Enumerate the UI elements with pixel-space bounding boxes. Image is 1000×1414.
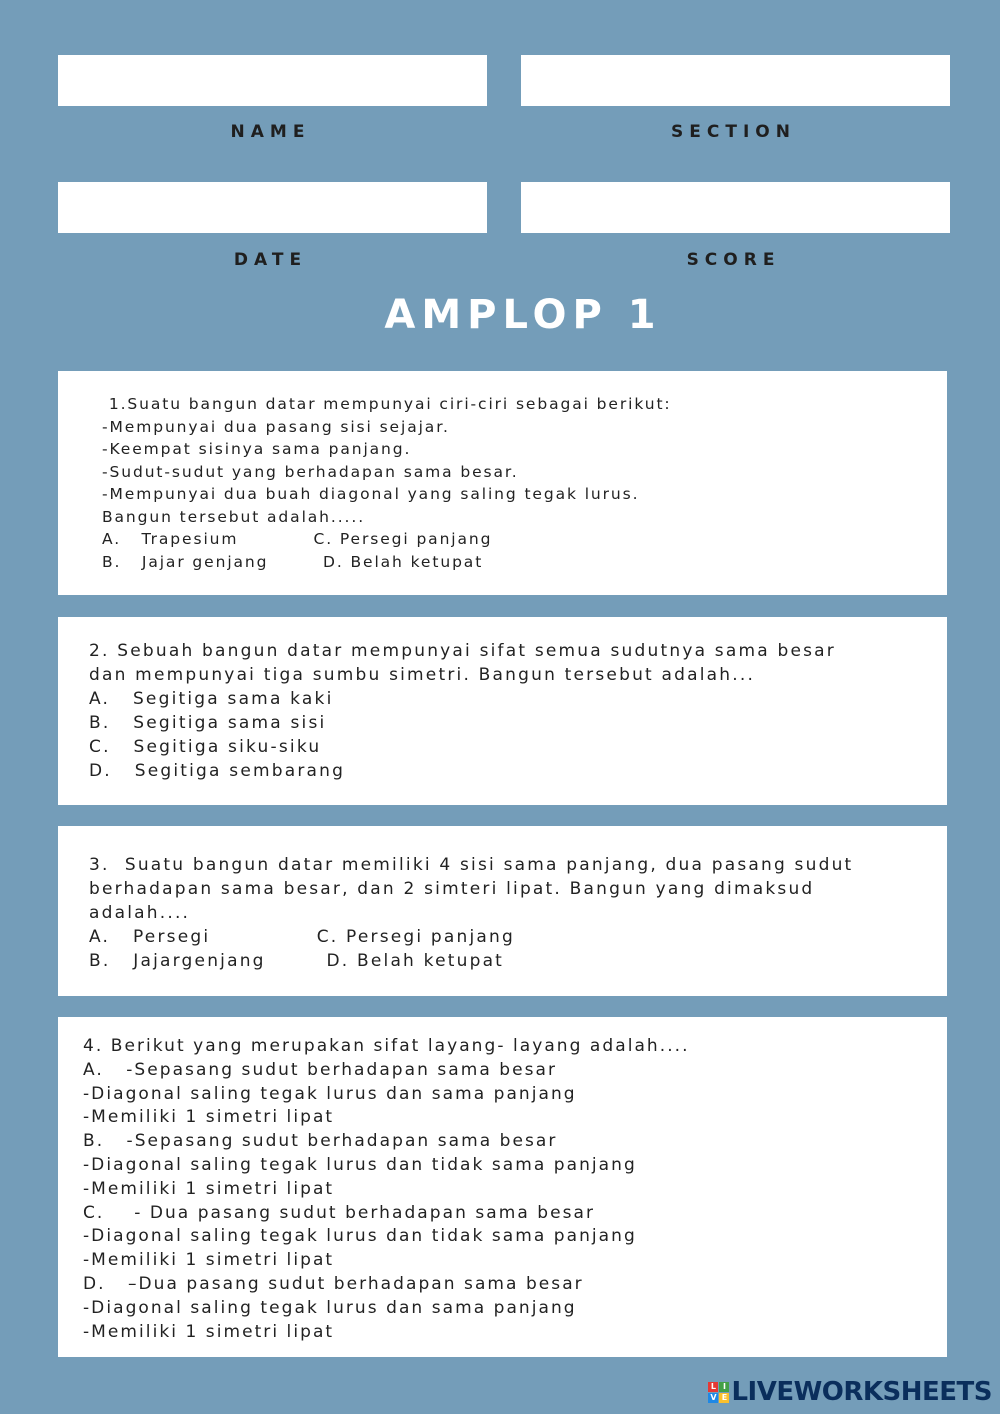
logo-text: LIVEWORKSHEETS [731,1377,992,1407]
question-1-line: -Keempat sisinya sama panjang. [102,440,412,458]
question-4-line: -Diagonal saling tegak lurus dan tidak sama panjang [83,1154,637,1175]
question-2-option: C. Segitiga siku-siku [89,737,322,757]
logo-mark-letter: I [719,1382,729,1392]
question-3-box [58,826,947,996]
question-2-line: dan mempunyai tiga sumbu simetri. Bangun tersebut adalah... [89,665,756,685]
question-1-line: Bangun tersebut adalah..... [102,507,366,526]
question-3-options-line: A. Persegi C. Persegi panjang [89,927,516,947]
question-3-line: 3. Suatu bangun datar memiliki 4 sisi sama panjang, dua pasang sudut [89,855,854,875]
question-1-box [58,371,947,595]
question-1-line: -Mempunyai dua buah diagonal yang saling tegak lurus. [102,485,640,503]
question-4-line: -Diagonal saling tegak lurus dan sama panjang [83,1083,577,1104]
question-4-line: -Memiliki 1 simetri lipat [83,1178,335,1199]
question-2-box [58,617,947,805]
logo-mark-letter: E [719,1393,729,1403]
question-2-option: D. Segitiga sembarang [89,761,346,781]
question-4-line: -Memiliki 1 simetri lipat [83,1107,335,1128]
question-4-line: C. - Dua pasang sudut berhadapan sama besar [83,1202,596,1223]
liveworksheets-logo[interactable] [708,1377,992,1407]
question-2-option: A. Segitiga sama kaki [89,689,334,709]
question-4-box [58,1017,947,1357]
question-4-line: -Memiliki 1 simetri lipat [83,1321,335,1342]
question-1-line: -Sudut-sudut yang berhadapan sama besar. [102,462,519,481]
logo-mark-letter: L [708,1382,718,1392]
page-title: AMPLOP 1 [384,292,662,338]
score-label: SCORE [686,250,781,270]
question-2-line: 2. Sebuah bangun datar mempunyai sifat semua sudutnya sama besar [89,641,836,661]
question-4-line: A. -Sepasang sudut berhadapan sama besar [83,1059,558,1080]
question-1-options-line: A. Trapesium C. Persegi panjang [102,530,493,548]
question-4-line: -Diagonal saling tegak lurus dan tidak sama panjang [83,1226,637,1247]
question-4-line: 4. Berikut yang merupakan sifat layang- layang adalah.... [83,1036,690,1056]
question-1-line: 1.Suatu bangun datar mempunyai ciri-ciri sebagai berikut: [102,395,672,413]
question-4-line: -Memiliki 1 simetri lipat [83,1250,335,1271]
date-input[interactable] [58,182,487,233]
score-input[interactable] [521,182,950,233]
question-3-line: berhadapan sama besar, dan 2 simteri lipat. Bangun yang dimaksud [89,879,815,899]
question-2-option: B. Segitiga sama sisi [89,713,327,733]
section-input[interactable] [521,55,950,106]
question-4-line: B. -Sepasang sudut berhadapan sama besar [83,1131,558,1152]
logo-mark-letter: V [710,1392,717,1402]
name-label: NAME [230,122,311,142]
question-3-options-line: B. Jajargenjang D. Belah ketupat [89,951,505,971]
question-4-line: D. –Dua pasang sudut berhadapan sama besar [83,1273,584,1294]
question-1-line: -Mempunyai dua pasang sisi sejajar. [102,417,450,436]
question-3-line: adalah.... [89,903,191,923]
name-input[interactable] [58,55,487,106]
question-4-line: -Diagonal saling tegak lurus dan sama panjang [83,1297,577,1318]
logo-mark-icon [708,1382,729,1403]
section-label: SECTION [671,122,796,142]
date-label: DATE [233,250,308,270]
question-1-options-line: B. Jajar genjang D. Belah ketupat [102,552,484,571]
